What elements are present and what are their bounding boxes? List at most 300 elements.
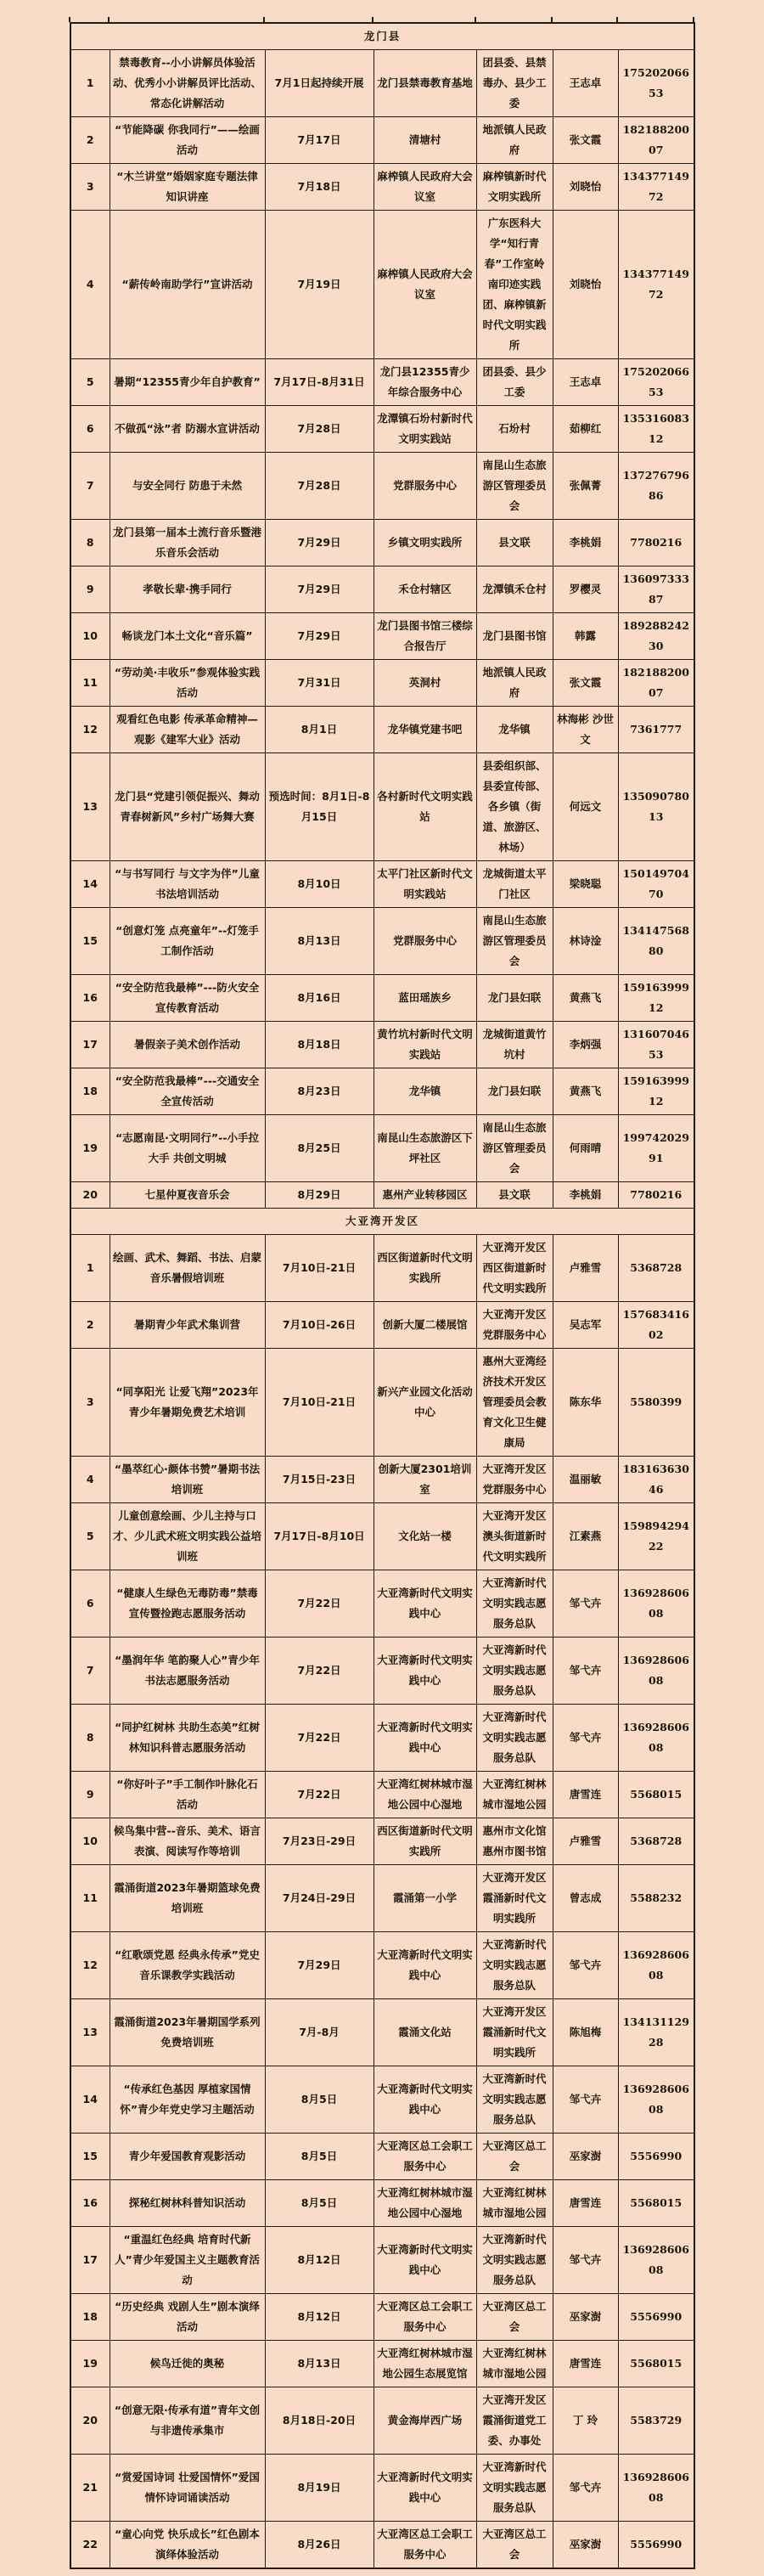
cell-contact: 唐雪连 [553,1772,618,1818]
cell-location: 大亚湾红树林城市湿地公园中心湿地 [374,1772,476,1818]
cell-contact: 江素燕 [553,1503,618,1570]
cell-activity: 候鸟集中营--音乐、美术、语言表演、阅读写作等培训 [110,1818,265,1865]
cell-phone: 13609733387 [618,566,694,613]
table-row [70,1865,694,1932]
cell-date: 7月28日 [265,406,374,453]
cell-phone: 13692860608 [618,1932,694,1999]
cell-no: 22 [70,2522,110,2569]
cell-organizer: 惠州市文化馆 惠州市图书馆 [476,1818,553,1865]
cell-activity: “志愿南昆·文明同行”--小手拉大手 共创文明城 [110,1115,265,1182]
cell-no: 20 [70,2387,110,2455]
cell-location: 龙门县12355青少年综合服务中心 [374,359,476,406]
cell-no: 4 [70,211,110,359]
cell-contact: 何远文 [553,753,618,861]
table-row [70,2455,694,2522]
cell-activity: “童心向党 快乐成长”红色剧本演绎体验活动 [110,2522,265,2569]
cell-contact: 陈旭梅 [553,1999,618,2066]
table-row [70,117,694,164]
cell-organizer: 大亚湾区总工会 [476,2294,553,2341]
cell-no: 5 [70,1503,110,1570]
cell-phone: 13414756880 [618,908,694,975]
cell-organizer: 大亚湾开发区霞涌街道党工委、办事处 [476,2387,553,2455]
table-row [70,1349,694,1457]
cell-location: 西区街道新时代文明实践所 [374,1818,476,1865]
cell-no: 13 [70,753,110,861]
cell-no: 7 [70,1637,110,1705]
cell-phone: 18928824230 [618,613,694,660]
cell-contact: 张文霞 [553,117,618,164]
cell-phone: 13437714972 [618,164,694,211]
table-row [70,1302,694,1349]
cell-no: 17 [70,1022,110,1068]
cell-activity: “墨润年华 笔韵聚人心”青少年书法志愿服务活动 [110,1637,265,1705]
cell-activity: “薪传岭南助学行”宣讲活动 [110,211,265,359]
cell-no: 2 [70,1302,110,1349]
cell-no: 9 [70,1772,110,1818]
cell-phone: 13509078013 [618,753,694,861]
activities-table [70,22,695,2569]
cell-organizer: 大亚湾红树林城市湿地公园 [476,2180,553,2227]
cell-no: 16 [70,975,110,1022]
cell-contact: 邹弋卉 [553,2066,618,2134]
cell-activity: 暑期青少年武术集训营 [110,1302,265,1349]
cell-location: 大亚湾新时代文明实践中心 [374,1932,476,1999]
cell-phone: 13437714972 [618,211,694,359]
cell-date: 7月23日-29日 [265,1818,374,1865]
cell-contact: 张佩菁 [553,453,618,520]
cell-location: 党群服务中心 [374,453,476,520]
cell-phone: 17520206653 [618,50,694,117]
cell-location: 大亚湾新时代文明实践中心 [374,2066,476,2134]
cell-date: 7月10日-21日 [265,1349,374,1457]
cell-no: 12 [70,1932,110,1999]
cell-no: 7 [70,453,110,520]
cell-location: 乡镇文明实践所 [374,520,476,566]
cell-phone: 5588232 [618,1865,694,1932]
table-row [70,1999,694,2066]
cell-phone: 18316363046 [618,1457,694,1503]
cell-phone: 5556990 [618,2522,694,2569]
cell-organizer: 惠州大亚湾经济技术开发区管理委员会教育文化卫生健康局 [476,1349,553,1457]
cell-phone: 15989429422 [618,1503,694,1570]
cell-location: 龙门县图书馆三楼综合报告厅 [374,613,476,660]
cell-contact: 张文霞 [553,660,618,707]
cell-no: 5 [70,359,110,406]
table-row [70,861,694,908]
cell-contact: 邹弋卉 [553,1637,618,1705]
cell-location: 大亚湾红树林城市湿地公园生态展览馆 [374,2341,476,2387]
cell-no: 20 [70,1182,110,1209]
cell-location: 大亚湾红树林城市湿地公园中心湿地 [374,2180,476,2227]
cell-activity: “安全防范我最棒”---交通安全全宣传活动 [110,1068,265,1115]
cell-phone: 13692860608 [618,1570,694,1637]
cell-activity: “重温红色经典 培育时代新人”青少年爱国主义主题教育活动 [110,2227,265,2294]
table-row [70,520,694,566]
table-row [70,660,694,707]
table-row [70,1772,694,1818]
table-row [70,2522,694,2569]
cell-date: 8月29日 [265,1182,374,1209]
table-row [70,164,694,211]
cell-no: 10 [70,1818,110,1865]
cell-location: 惠州产业转移园区 [374,1182,476,1209]
cell-organizer: 大亚湾新时代文明实践志愿服务总队 [476,1705,553,1772]
cell-activity: “历史经典 戏剧人生”剧本演绎活动 [110,2294,265,2341]
cell-date: 7月19日 [265,211,374,359]
cell-date: 7月22日 [265,1637,374,1705]
cell-organizer: 大亚湾新时代文明实践志愿服务总队 [476,1932,553,1999]
cell-activity: 霞涌街道2023年暑期国学系列免费培训班 [110,1999,265,2066]
cell-activity: 孝敬长辈·携手同行 [110,566,265,613]
cell-contact: 梁晓聪 [553,861,618,908]
cell-contact: 巫家澍 [553,2522,618,2569]
cell-no: 18 [70,1068,110,1115]
cell-contact: 林诗淦 [553,908,618,975]
table-row [70,359,694,406]
cell-activity: 暑假亲子美术创作活动 [110,1022,265,1068]
cell-date: 8月5日 [265,2134,374,2180]
cell-contact: 刘晓怡 [553,211,618,359]
cell-organizer: 南昆山生态旅游区管理委员会 [476,453,553,520]
cell-activity: 畅谈龙门本土文化“音乐篇” [110,613,265,660]
cell-organizer: 地派镇人民政府 [476,117,553,164]
cell-activity: 与安全同行 防患于未然 [110,453,265,520]
cell-phone: 5368728 [618,1818,694,1865]
cell-location: 麻榨镇人民政府大会议室 [374,164,476,211]
cell-location: 新兴产业园文化活动中心 [374,1349,476,1457]
cell-contact: 林海彬 沙世文 [553,707,618,753]
cell-location: 霞涌文化站 [374,1999,476,2066]
cell-phone: 13692860608 [618,2066,694,2134]
cell-date: 7月18日 [265,164,374,211]
cell-contact: 罗樱灵 [553,566,618,613]
cell-location: 太平门社区新时代文明实践站 [374,861,476,908]
cell-contact: 邹弋卉 [553,1932,618,1999]
cell-contact: 邹弋卉 [553,1705,618,1772]
cell-contact: 卢雅雪 [553,1235,618,1302]
cell-date: 7月29日 [265,613,374,660]
cell-location: 禾仓村辖区 [374,566,476,613]
cell-activity: “安全防范我最棒”---防火安全宣传教育活动 [110,975,265,1022]
cell-location: 龙门县禁毒教育基地 [374,50,476,117]
cell-organizer: 大亚湾开发区霞涌新时代文明实践所 [476,1999,553,2066]
table-row [70,2066,694,2134]
cell-location: 麻榨镇人民政府大会议室 [374,211,476,359]
cell-date: 8月12日 [265,2227,374,2294]
cell-organizer: 大亚湾新时代文明实践志愿服务总队 [476,1570,553,1637]
cell-phone: 7361777 [618,707,694,753]
cell-activity: 禁毒教育--小小讲解员体验活动、优秀小小讲解员评比活动、常态化讲解活动 [110,50,265,117]
cell-date: 8月5日 [265,2180,374,2227]
cell-date: 8月16日 [265,975,374,1022]
cell-contact: 巫家澍 [553,2294,618,2341]
cell-date: 预选时间：8月1日-8月15日 [265,753,374,861]
cell-phone: 7780216 [618,520,694,566]
cell-phone: 13692860608 [618,1705,694,1772]
cell-organizer: 大亚湾开发区西区街道新时代文明实践所 [476,1235,553,1302]
cell-contact: 茹柳红 [553,406,618,453]
cell-date: 7月1日起持续开展 [265,50,374,117]
cell-organizer: 麻榨镇新时代文明实践所 [476,164,553,211]
cell-contact: 丁 玲 [553,2387,618,2455]
table-row [70,2227,694,2294]
table-row [70,1022,694,1068]
cell-phone: 18218820007 [618,117,694,164]
cell-date: 8月10日 [265,861,374,908]
cell-phone: 13531608312 [618,406,694,453]
table-row [70,211,694,359]
cell-organizer: 县委组织部、县委宣传部、各乡镇（街道、旅游区、林场） [476,753,553,861]
cell-organizer: 地派镇人民政府 [476,660,553,707]
cell-organizer: 大亚湾新时代文明实践志愿服务总队 [476,2066,553,2134]
table-row [70,613,694,660]
cell-date: 7月31日 [265,660,374,707]
cell-location: 西区街道新时代文明实践所 [374,1235,476,1302]
cell-no: 8 [70,520,110,566]
cell-phone: 13160704653 [618,1022,694,1068]
cell-no: 6 [70,1570,110,1637]
cell-location: 大亚湾新时代文明实践中心 [374,1637,476,1705]
table-row [70,2134,694,2180]
table-row [70,1457,694,1503]
table-row [70,1115,694,1182]
cell-phone: 13413112928 [618,1999,694,2066]
cell-activity: 候鸟迁徙的奥秘 [110,2341,265,2387]
table-row [70,2294,694,2341]
cell-no: 19 [70,2341,110,2387]
cell-activity: 暑期“12355青少年自护教育” [110,359,265,406]
cell-organizer: 大亚湾开发区党群服务中心 [476,1302,553,1349]
table-row [70,566,694,613]
cell-activity: “红歌颂党恩 经典永传承”党史音乐课教学实践活动 [110,1932,265,1999]
cell-no: 3 [70,1349,110,1457]
cell-contact: 李桃娟 [553,520,618,566]
cell-contact: 何雨晴 [553,1115,618,1182]
cell-no: 2 [70,117,110,164]
table-row [70,1637,694,1705]
cell-no: 19 [70,1115,110,1182]
cell-activity: “传承红色基因 厚植家国情怀”青少年党史学习主题活动 [110,2066,265,2134]
cell-activity: “劳动美·丰收乐”参观体验实践活动 [110,660,265,707]
cell-activity: “节能降碳 你我同行”——绘画活动 [110,117,265,164]
cell-organizer: 龙城街道太平门社区 [476,861,553,908]
cell-activity: “创意无限·传承有道”青年文创与非遗传承集市 [110,2387,265,2455]
table-row [70,2387,694,2455]
cell-contact: 王志卓 [553,359,618,406]
cell-contact: 巫家澍 [553,2134,618,2180]
cell-activity: “同护红树林 共助生态美”红树林知识科普志愿服务活动 [110,1705,265,1772]
cell-organizer: 县文联 [476,520,553,566]
cell-location: 清塘村 [374,117,476,164]
cell-activity: 龙门县“党建引领促振兴、舞动青春树新风”乡村广场舞大赛 [110,753,265,861]
table-row [70,707,694,753]
cell-date: 8月13日 [265,2341,374,2387]
cell-activity: 儿童创意绘画、少儿主持与口才、少儿武术班文明实践公益培训班 [110,1503,265,1570]
cell-location: 黄竹坑村新时代文明实践站 [374,1022,476,1068]
cell-phone: 15916399912 [618,1068,694,1115]
cell-date: 8月1日 [265,707,374,753]
cell-location: 大亚湾区总工会职工服务中心 [374,2134,476,2180]
cell-organizer: 大亚湾区总工会 [476,2134,553,2180]
cell-date: 8月25日 [265,1115,374,1182]
cell-activity: 七星仲夏夜音乐会 [110,1182,265,1209]
section-title: 大亚湾开发区 [70,1209,694,1235]
cell-activity: “与书写同行 与文字为伴”儿童书法培训活动 [110,861,265,908]
cell-no: 1 [70,1235,110,1302]
table-row [70,1932,694,1999]
cell-date: 7月22日 [265,1705,374,1772]
cell-location: 文化站一楼 [374,1503,476,1570]
cell-no: 3 [70,164,110,211]
cell-no: 15 [70,2134,110,2180]
cell-organizer: 广东医科大学“知行青春”工作室岭南印迹实践团、麻榨镇新时代文明实践所 [476,211,553,359]
cell-contact: 邹弋卉 [553,2227,618,2294]
cell-date: 7月15日-23日 [265,1457,374,1503]
cell-contact: 邹弋卉 [553,1570,618,1637]
cell-phone: 13692860608 [618,2455,694,2522]
cell-no: 4 [70,1457,110,1503]
cell-date: 8月5日 [265,2066,374,2134]
cell-organizer: 龙华镇 [476,707,553,753]
table-row [70,2180,694,2227]
table-row [70,1503,694,1570]
cell-organizer: 龙潭镇禾仓村 [476,566,553,613]
cell-no: 13 [70,1999,110,2066]
cell-date: 7月29日 [265,1932,374,1999]
cell-date: 7月10日-21日 [265,1235,374,1302]
cell-contact: 韩露 [553,613,618,660]
cell-organizer: 大亚湾红树林城市湿地公园 [476,1772,553,1818]
cell-location: 大亚湾新时代文明实践中心 [374,1705,476,1772]
cell-activity: “创意灯笼 点亮童年”--灯笼手工制作活动 [110,908,265,975]
cell-location: 各村新时代文明实践站 [374,753,476,861]
cell-location: 南昆山生态旅游区下坪社区 [374,1115,476,1182]
cell-contact: 唐雪连 [553,2180,618,2227]
cell-activity: 探秘红树林科普知识活动 [110,2180,265,2227]
cell-organizer: 石坋村 [476,406,553,453]
cell-organizer: 大亚湾新时代文明实践志愿服务总队 [476,1637,553,1705]
cell-date: 7月17日 [265,117,374,164]
cell-location: 龙潭镇石坋村新时代文明实践站 [374,406,476,453]
cell-location: 蓝田瑶族乡 [374,975,476,1022]
cell-organizer: 大亚湾开发区霞涌新时代文明实践所 [476,1865,553,1932]
cell-location: 黄金海岸西广场 [374,2387,476,2455]
cell-organizer: 大亚湾红树林城市湿地公园 [476,2341,553,2387]
section-row [70,23,694,50]
cell-contact: 刘晓怡 [553,164,618,211]
cell-organizer: 龙门县妇联 [476,975,553,1022]
cell-activity: 观看红色电影 传承革命精神—观影《建军大业》活动 [110,707,265,753]
cell-organizer: 南昆山生态旅游区管理委员会 [476,908,553,975]
cell-phone: 13692860608 [618,1637,694,1705]
cell-phone: 15768341602 [618,1302,694,1349]
cell-phone: 13727679686 [618,453,694,520]
cell-location: 大亚湾新时代文明实践中心 [374,1570,476,1637]
cell-organizer: 龙门县图书馆 [476,613,553,660]
cell-date: 8月18日 [265,1022,374,1068]
cell-date: 8月18日-20日 [265,2387,374,2455]
cell-location: 霞涌第一小学 [374,1865,476,1932]
table-row [70,1570,694,1637]
cell-no: 12 [70,707,110,753]
cell-activity: “健康人生绿色无毒防毒”禁毒宣传暨捡跑志愿服务活动 [110,1570,265,1637]
cell-phone: 5568015 [618,2180,694,2227]
cell-no: 8 [70,1705,110,1772]
cell-activity: 霞涌街道2023年暑期篮球免费培训班 [110,1865,265,1932]
cell-no: 11 [70,1865,110,1932]
cell-contact: 黄燕飞 [553,1068,618,1115]
cell-phone: 17520206653 [618,359,694,406]
section-title: 龙门县 [70,23,694,50]
table-row [70,1235,694,1302]
cell-organizer: 团县委、县禁毒办、县少工委 [476,50,553,117]
cell-date: 8月23日 [265,1068,374,1115]
cell-date: 7月28日 [265,453,374,520]
table-row [70,1705,694,1772]
cell-location: 党群服务中心 [374,908,476,975]
table-row [70,406,694,453]
cell-contact: 唐雪连 [553,2341,618,2387]
cell-activity: “同享阳光 让爱飞翔”2023年青少年暑期免费艺术培训 [110,1349,265,1457]
cell-location: 创新大厦二楼展馆 [374,1302,476,1349]
cell-no: 11 [70,660,110,707]
cell-activity: “赏爱国诗词 壮爱国情怀”爱国情怀诗词诵读活动 [110,2455,265,2522]
cell-contact: 曾志成 [553,1865,618,1932]
cell-no: 9 [70,566,110,613]
cell-no: 1 [70,50,110,117]
cell-organizer: 大亚湾开发区党群服务中心 [476,1457,553,1503]
cell-location: 龙华镇党建书吧 [374,707,476,753]
cell-organizer: 团县委、县少工委 [476,359,553,406]
table-row [70,975,694,1022]
cell-location: 大亚湾区总工会职工服务中心 [374,2522,476,2569]
cell-contact: 卢雅雪 [553,1818,618,1865]
table-row [70,50,694,117]
cell-no: 10 [70,613,110,660]
cell-date: 8月19日 [265,2455,374,2522]
cell-date: 8月13日 [265,908,374,975]
cell-organizer: 大亚湾开发区澳头街道新时代文明实践所 [476,1503,553,1570]
cell-no: 14 [70,861,110,908]
table-row [70,753,694,861]
cell-location: 英洞村 [374,660,476,707]
cell-no: 16 [70,2180,110,2227]
cell-organizer: 大亚湾新时代文明实践志愿服务总队 [476,2455,553,2522]
cell-organizer: 龙城街道黄竹坑村 [476,1022,553,1068]
cell-phone: 15014970470 [618,861,694,908]
cell-contact: 王志卓 [553,50,618,117]
cell-date: 7月24日-29日 [265,1865,374,1932]
cell-date: 8月26日 [265,2522,374,2569]
cell-phone: 5556990 [618,2134,694,2180]
cell-date: 7月29日 [265,520,374,566]
cell-activity: 不做孤“泳”者 防溺水宣讲活动 [110,406,265,453]
cell-phone: 5556990 [618,2294,694,2341]
cell-contact: 邹弋卉 [553,2455,618,2522]
cell-location: 大亚湾新时代文明实践中心 [374,2227,476,2294]
cell-no: 6 [70,406,110,453]
table-row [70,453,694,520]
cell-organizer: 龙门县妇联 [476,1068,553,1115]
cell-no: 14 [70,2066,110,2134]
cell-no: 21 [70,2455,110,2522]
cell-date: 7月29日 [265,566,374,613]
cell-organizer: 大亚湾新时代文明实践志愿服务总队 [476,2227,553,2294]
cell-organizer: 大亚湾区总工会 [476,2522,553,2569]
cell-no: 15 [70,908,110,975]
table-row [70,1818,694,1865]
cell-contact: 陈东华 [553,1349,618,1457]
